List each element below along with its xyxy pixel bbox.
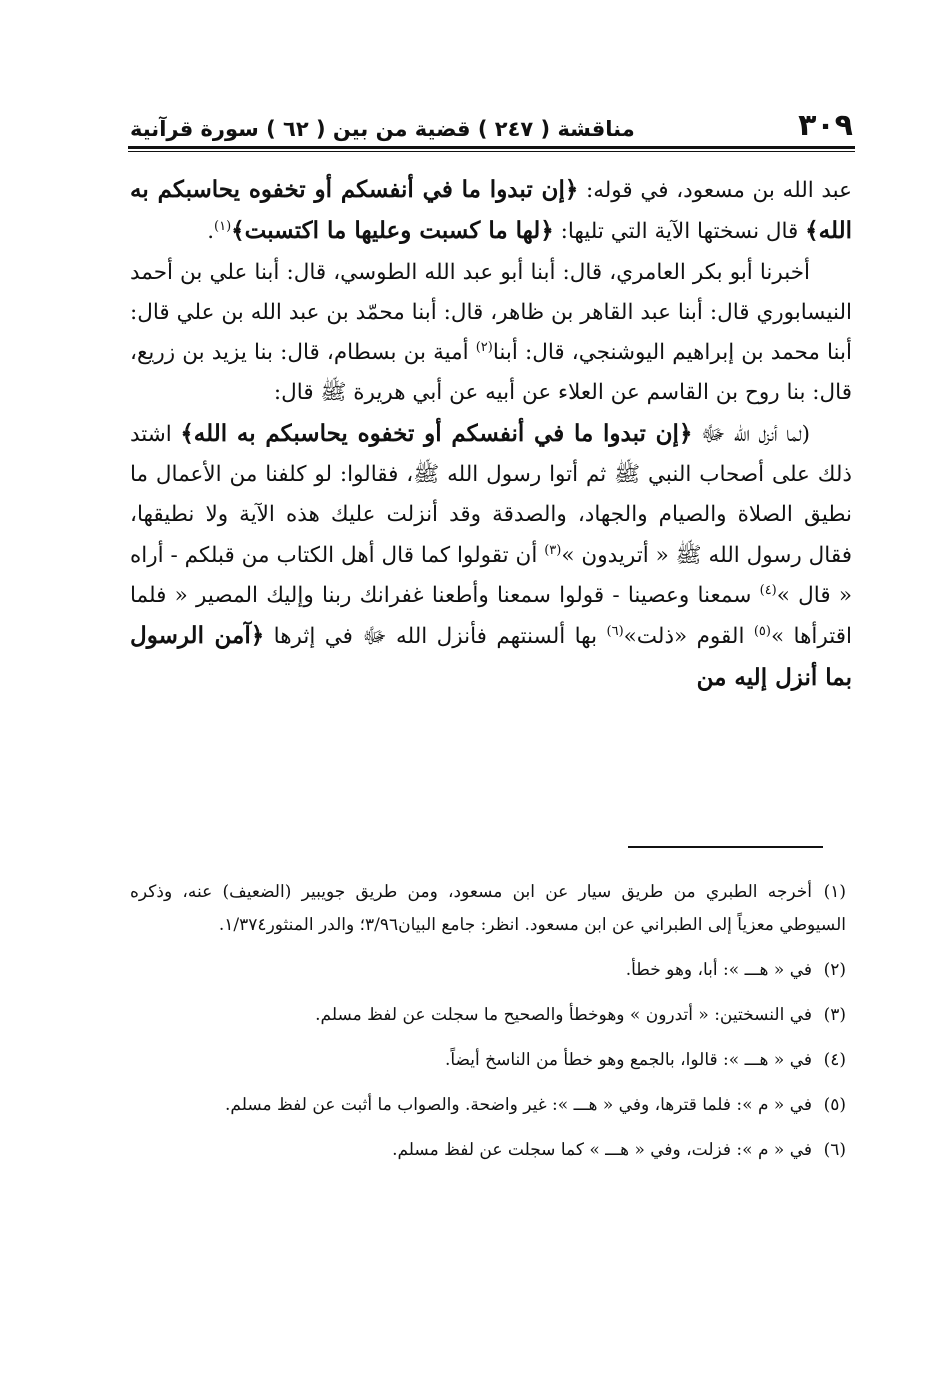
footnote-text: في « م »: فلما قترها، وفي « هـــ »: غير واضحة. والصواب ما أثبت عن لفظ مسلم. (225, 1095, 812, 1115)
paragraph-1 (130, 170, 852, 253)
text-run: اشتد ذلك على أصحاب النبي ﷺ ثم أتوا رسول الله ﷺ، فقالوا: لو كلفنا من الأعمال ما نطيق الصلاة والصيام والجهاد، والصدقة وقد أنزلت عليك هذه الآية ولا نطيقها، فقال رسول الله ﷺ « أتريدون » (130, 421, 852, 568)
page-number: ٣٠٩ (798, 108, 853, 143)
footnote-text: في « م »: فزلت، وفي « هـــ » كما سجلت عن لفظ مسلم. (392, 1140, 812, 1160)
footnote-text: في « هـــ »: أبا، وهو خطأ. (625, 960, 812, 980)
footnote-number: (٣) (823, 1005, 846, 1025)
footnote-6 (130, 1134, 846, 1167)
footnote-3 (130, 999, 846, 1032)
text-run: عبد الله بن مسعود، في قوله: (578, 178, 852, 203)
footnote-number: (٤) (823, 1050, 846, 1070)
footnote-1 (130, 876, 846, 942)
footnote-4 (130, 1044, 846, 1077)
footnote-number: (٥) (823, 1095, 846, 1115)
quran-verse: ﴿لها ما كسبت وعليها ما اكتسبت﴾ (231, 217, 554, 245)
footnote-number: (٢) (823, 960, 846, 980)
text-run: . (207, 219, 215, 245)
quran-verse: ﴿آمن الرسول بما أنزل إليه من (130, 622, 852, 691)
header-rule-thin (128, 151, 855, 152)
text-run: بها ألسنتهم فأنزل الله ﷻ في إثرها (264, 624, 607, 650)
text-run: القوم «ذلت» (623, 624, 754, 650)
text-run: سمعنا وعصينا - قولوا سمعنا وأطعنا غفرانك ربنا وإليك المصير « فلما اقترأها » (130, 582, 852, 650)
text-run: أن تقولوا كما قال أهل الكتاب من قبلكم - أراه « قال » (130, 542, 852, 608)
quran-verse: ﴿إن تبدوا ما في أنفسكم أو تخفوه يحاسبكم به الله﴾ (130, 176, 852, 245)
text-run: (لما أنزل الله ﷻ (692, 421, 810, 447)
footnote-ref-1[interactable]: (١) (214, 219, 232, 235)
footnote-number: (٦) (823, 1140, 846, 1160)
main-text (130, 170, 852, 699)
footnote-text: في « هـــ »: قالوا، بالجمع وهو خطأ من الناسخ أيضاً. (444, 1050, 812, 1070)
paragraph-2 (130, 253, 852, 414)
footnote-separator (628, 846, 823, 848)
page-header (128, 100, 855, 144)
footnote-ref-6[interactable]: (٦) (606, 624, 624, 640)
footnotes (130, 876, 846, 1179)
quran-verse: ﴿إن تبدوا ما في أنفسكم أو تخفوه يحاسبكم به الله﴾ (180, 419, 693, 447)
text-run: قال نسختها الآية التي تليها: (553, 219, 806, 245)
text-run: أمية بن بسطام، قال: بنا يزيد بن زريع، قال: بنا روح بن القاسم عن العلاء عن أبيه عن أبي هريرة ﷺ قال: (130, 340, 852, 406)
text-run: أخبرنا أبو بكر العامري، قال: أبنا أبو عبد الله الطوسي، قال: أبنا علي بن أحمد النيسابوري قال: أبنا عبد القاهر بن ظاهر، قال: أبنا محمّد بن عبد الله بن علي قال: أبنا محمد بن إبراهيم اليوشنجي، قال: أبنا (130, 259, 852, 366)
footnote-5 (130, 1089, 846, 1122)
footnote-ref-4[interactable]: (٤) (759, 582, 777, 598)
footnote-2 (130, 954, 846, 987)
running-title: مناقشة ( ٢٤٧ ) قضية من بين ( ٦٢ ) سورة قرآنية (130, 117, 635, 141)
footnote-ref-3[interactable]: (٣) (544, 542, 562, 558)
footnote-number: (١) (823, 882, 846, 902)
footnote-text: في النسختين: « أتدرون » وهوخطأ والصحيح ما سجلت عن لفظ مسلم. (315, 1005, 812, 1025)
footnote-ref-5[interactable]: (٥) (753, 624, 771, 640)
footnote-ref-2[interactable]: (٢) (475, 340, 493, 356)
paragraph-3 (130, 414, 852, 699)
header-rule-thick (128, 146, 855, 149)
footnote-text: أخرجه الطبري من طريق سيار عن ابن مسعود، ومن طريق جويبير (الضعيف) عنه، وذكره السيوطي معزياً إلى الطبراني عن ابن مسعود. انظر: جامع البيان٣/٩٦؛ والدر المنثور١/٣٧٤. (130, 882, 846, 935)
